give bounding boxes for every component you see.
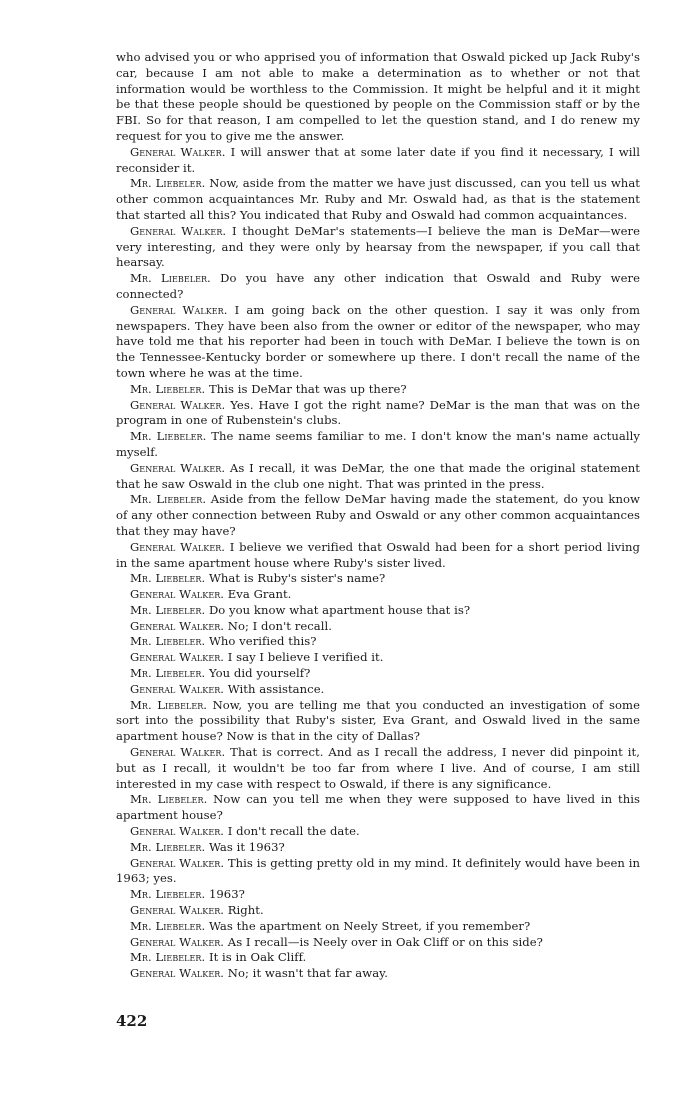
paragraph [116,950,640,966]
paragraph-text: Now, you are telling me that you conducted an investigation of some sort into the possibility that Ruby's sister, Eva Grant, and Oswald lived in the same apartment house? Now is that in the city of Dallas? [116,697,640,744]
speaker: Mr. Liebeler. [130,918,206,933]
testimony-text [116,50,640,982]
speaker: General Walker. [130,618,225,633]
speaker: General Walker. [130,745,226,760]
paragraph [116,50,640,145]
paragraph-text: What is Ruby's sister's name? [205,571,386,586]
paragraph [116,176,640,223]
speaker: Mr. Liebeler. [130,176,206,191]
paragraph [116,587,640,603]
paragraph-text: As I recall—is Neely over in Oak Cliff or on this side? [224,934,543,949]
paragraph [116,745,640,792]
paragraph-text: You did yourself? [205,666,311,681]
speaker: Mr. Liebeler. [130,666,206,681]
speaker: Mr. Liebeler. [130,634,206,649]
speaker: General Walker. [130,539,226,554]
paragraph-text: Do you have any other indication that Oswald and Ruby were connected? [116,271,640,301]
paragraph [116,303,640,382]
paragraph-text: With assistance. [224,681,325,696]
paragraph [116,382,640,398]
speaker: General Walker. [130,966,225,981]
page-number: 422 [116,1012,148,1030]
paragraph [116,682,640,698]
paragraph [116,271,640,303]
speaker: General Walker. [130,223,227,238]
paragraph [116,650,640,666]
speaker: General Walker. [130,144,226,159]
paragraph-text: I say I believe I verified it. [224,650,384,665]
paragraph-text: Now, aside from the matter we have just discussed, can you tell us what other common acquaintances Mr. Ruby and Mr. Oswald had, as that is the statement that started all this? You indicated that Ruby and Oswald had common acquaintances. [116,176,640,222]
paragraph-text: That is correct. And as I recall the address, I never did pinpoint it, but as I recall, it wouldn't be too far from where I live. And of course, I am still interested in my case with respect to Oswald, if there is any significance. [116,745,640,791]
paragraph [116,792,640,824]
paragraph-text: Aside from the fellow DeMar having made the statement, do you know of any other connection between Ruby and Oswald or any other common acquaintances that they may have? [116,492,640,538]
paragraph [116,966,640,982]
speaker: General Walker. [130,824,225,839]
speaker: General Walker. [130,302,228,317]
paragraph [116,429,640,461]
speaker: Mr. Liebeler. [130,492,207,507]
speaker: General Walker. [130,934,225,949]
paragraph-text: Was the apartment on Neely Street, if you remember? [205,918,531,933]
paragraph-text: As I recall, it was DeMar, the one that made the original statement that he saw Oswald in the club one night. That was printed in the press. [116,460,640,491]
paragraph-text: No; I don't recall. [224,618,333,633]
paragraph [116,935,640,951]
paragraph-text: Now can you tell me when they were supposed to have lived in this apartment house? [116,792,640,823]
paragraph-text: Who verified this? [205,634,317,649]
speaker: Mr. Liebeler. [130,887,206,902]
paragraph [116,461,640,493]
speaker: Mr. Liebeler. [130,950,206,965]
paragraph [116,919,640,935]
paragraph-text: The name seems familiar to me. I don't know the man's name actually myself. [116,429,640,459]
paragraph [116,145,640,177]
speaker: General Walker. [130,397,226,412]
paragraph-text: who advised you or who apprised you of information that Oswald picked up Jack Ruby's car, because I am not able to make a determination as to whether or not that information would be worthless to the Commission. It might be helpful and it it might be that these people should be questioned by people on the Commission staff or by the FBI. So for that reason, I am compelled to let the question stand, and I do renew my request for you to give me the answer. [116,50,640,143]
paragraph-text: I believe we verified that Oswald had been for a short period living in the same apartment house where Ruby's sister lived. [116,539,641,570]
paragraph-text: I thought DeMar's statements—I believe the man is DeMar—were very interesting, and they were only by hearsay from the newspaper, if you call that hearsay. [116,223,640,270]
paragraph-text: No; it wasn't that far away. [224,966,388,981]
paragraph [116,840,640,856]
speaker: Mr. Liebeler. [130,271,211,286]
paragraph-text: This is getting pretty old in my mind. It definitely would have been in 1963; yes. [116,855,640,886]
paragraph [116,398,640,430]
speaker: General Walker. [130,681,225,696]
speaker: Mr. Liebeler. [130,839,206,854]
paragraph-text: I am going back on the other question. I say it was only from newspapers. They have been also from the owner or editor of the newspaper, who may have told me that his reporter had been in touch with DeMar. I believe the town is on the Tennessee-Kentucky border or somewhere up there. I don't recall the name of the town where he was at the time. [116,302,640,380]
document-page [116,50,640,982]
speaker: Mr. Liebeler. [130,429,207,444]
paragraph-text: I don't recall the date. [224,824,360,839]
paragraph [116,619,640,635]
paragraph-text: Yes. Have I got the right name? DeMar is the man that was on the program in one of Rubenstein's clubs. [116,397,640,428]
paragraph [116,698,640,745]
paragraph-text: I will answer that at some later date if you find it necessary, I will reconsider it. [116,144,640,175]
speaker: General Walker. [130,587,225,602]
speaker: Mr. Liebeler. [130,381,206,396]
paragraph [116,634,640,650]
paragraph [116,224,640,271]
paragraph-text: Do you know what apartment house that is? [205,602,471,617]
paragraph [116,666,640,682]
paragraph-text: 1963? [205,887,245,902]
paragraph [116,824,640,840]
paragraph [116,856,640,888]
speaker: Mr. Liebeler. [130,602,206,617]
paragraph [116,887,640,903]
paragraph [116,492,640,539]
speaker: Mr. Liebeler. [130,697,208,712]
speaker: General Walker. [130,650,225,665]
paragraph-text: Was it 1963? [205,839,285,854]
paragraph [116,540,640,572]
paragraph-text: Right. [224,903,264,918]
paragraph-text: This is DeMar that was up there? [205,381,407,396]
paragraph [116,903,640,919]
speaker: General Walker. [130,460,226,475]
speaker: General Walker. [130,855,225,870]
paragraph-text: Eva Grant. [224,587,292,602]
speaker: Mr. Liebeler. [130,571,206,586]
speaker: General Walker. [130,903,225,918]
paragraph-text: It is in Oak Cliff. [205,950,307,965]
speaker: Mr. Liebeler. [130,792,208,807]
paragraph [116,571,640,587]
paragraph [116,603,640,619]
